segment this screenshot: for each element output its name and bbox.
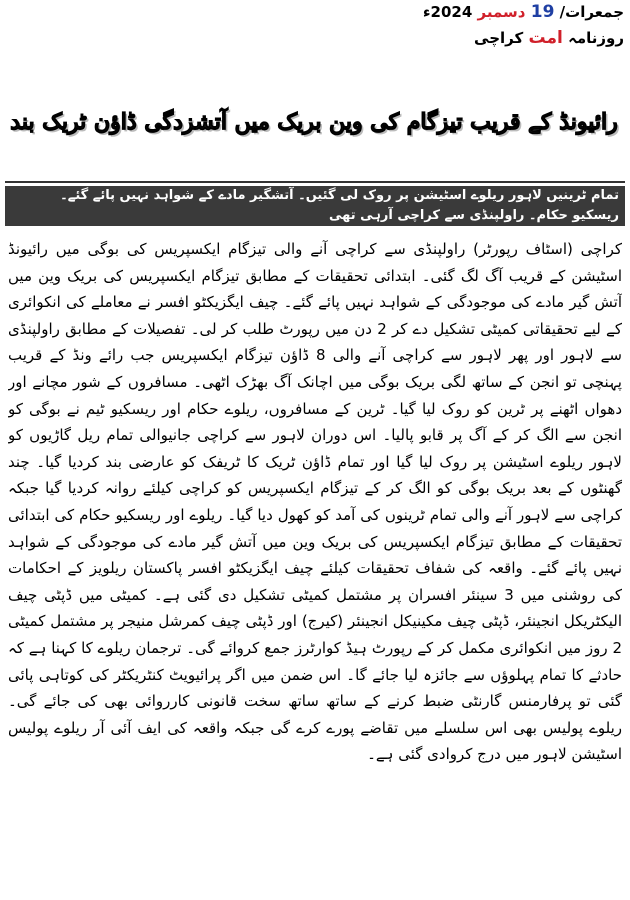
divider (5, 181, 625, 183)
headline-area (5, 67, 623, 177)
newspaper-masthead (324, 28, 624, 48)
masthead-brand: امت (528, 28, 563, 48)
masthead-city: کراچی (474, 29, 524, 47)
dateline-month: دسمبر (477, 3, 526, 21)
article-body: کراچی (اسٹاف رپورٹر) راولپنڈی سے کراچی آنے والی تیزگام ایکسپریس کی بوگی میں رائیونڈ اسٹیشن کے قریب آگ لگ گئی۔ ابتدائی تحقیقات کے مطابق تیزگام ایکسپریس کی بریک وین میں آتش گیر مادے کی موجودگی کے شواہد نہیں پائے گئے۔ چیف ایگزیکٹو افسر نے معاملے کی انکوائری کے لیے تحقیقاتی کمیٹی تشکیل دے کر 2 دن میں رپورٹ طلب کر لی۔ تفصیلات کے مطابق راولپنڈی سے لاہور اور پھر لاہور سے کراچی آنے والی 8 ڈاؤن تیزگام ایکسپریس جب رائے ونڈ کے قریب پہنچی تو انجن کے ساتھ لگی بریک بوگی میں اچانک آگ بھڑک اٹھی۔ مسافروں کے شور مچانے اور دھواں اٹھنے پر ٹرین کو روک لیا گیا۔ ٹرین کے مسافروں، ریلوے حکام اور ریسکیو ٹیم نے بوگی کو انجن سے الگ کر کے آگ پر قابو پالیا۔ اس دوران لاہور سے کراچی جانیوالی تمام ریل گاڑیوں کو لاہور ریلوے اسٹیشن پر روک لیا گیا اور تمام ڈاؤن ٹریک کا ٹریفک کو عارضی بند کردیا گیا۔ چند گھنٹوں کے بعد بریک بوگی کو الگ کر کے تیزگام ایکسپریس کو کراچی کیلئے روانہ کردیا گیا جبکہ کراچی سے لاہور آنے والی تمام ٹرینوں کی آمد کو کھول دیا گیا۔ ریلوے اور ریسکیو حکام کی ابتدائی تحقیقات کے مطابق تیزگام ایکسپریس کی بریک وین میں آتش گیر مادے کی موجودگی کے شواہد نہیں پائے گئے۔ واقعہ کی شفاف تحقیقات کیلئے چیف ایگزیکٹو افسر پاکستان ریلویز کے احکامات کی روشنی میں 3 سینئر افسران پر مشتمل کمیٹی تشکیل دی گئی ہے۔ کمیٹی میں ڈپٹی چیف الیکٹریکل انجینئر، ڈپٹی چیف مکینیکل انجینئر (کیرج) اور ڈپٹی چیف کمرشل منیجر پر مشتمل کمیٹی 2 روز میں انکوائری مکمل کر کے رپورٹ ہیڈ کوارٹرز جمع کروائے گی۔ ترجمان ریلوے کا کہنا ہے کہ حادثے کا تمام پہلوؤں سے جائزہ لیا جائے گا۔ اس ضمن میں اگر پرائیویٹ کنٹریکٹر کی کوتاہی پائی گئی تو پرفارمنس گارنٹی ضبط کرنے کے ساتھ ساتھ سخت قانونی کارروائی بھی کی جائے گی۔ ریلوے پولیس بھی اس سلسلے میں تقاضے پورے کرے گی جبکہ واقعہ کی ایف آئی آر ریلوے پولیس اسٹیشن لاہور میں درج کروادی گئی ہے۔ (8, 240, 622, 764)
masthead-prefix: روزنامہ (568, 29, 624, 47)
subheadline-text: تمام ٹرینیں لاہور ریلوے اسٹیشن پر روک لی گئیں۔ آتشگیر مادے کے شواہد نہیں پائے گئے۔ ریسکیو حکام۔ راولپنڈی سے کراچی آرہی تھی (60, 188, 619, 223)
headline: رائیونڈ کے قریب تیزگام کی وین بریک میں آتشزدگی ڈاؤن ٹریک بند (10, 109, 618, 135)
subheadline-bar (5, 186, 625, 226)
dateline (324, 3, 624, 22)
dateline-year: 2024ء (422, 3, 473, 21)
dateline-date-number: 19 (530, 2, 555, 22)
dateline-day: جمعرات/ (559, 3, 624, 21)
